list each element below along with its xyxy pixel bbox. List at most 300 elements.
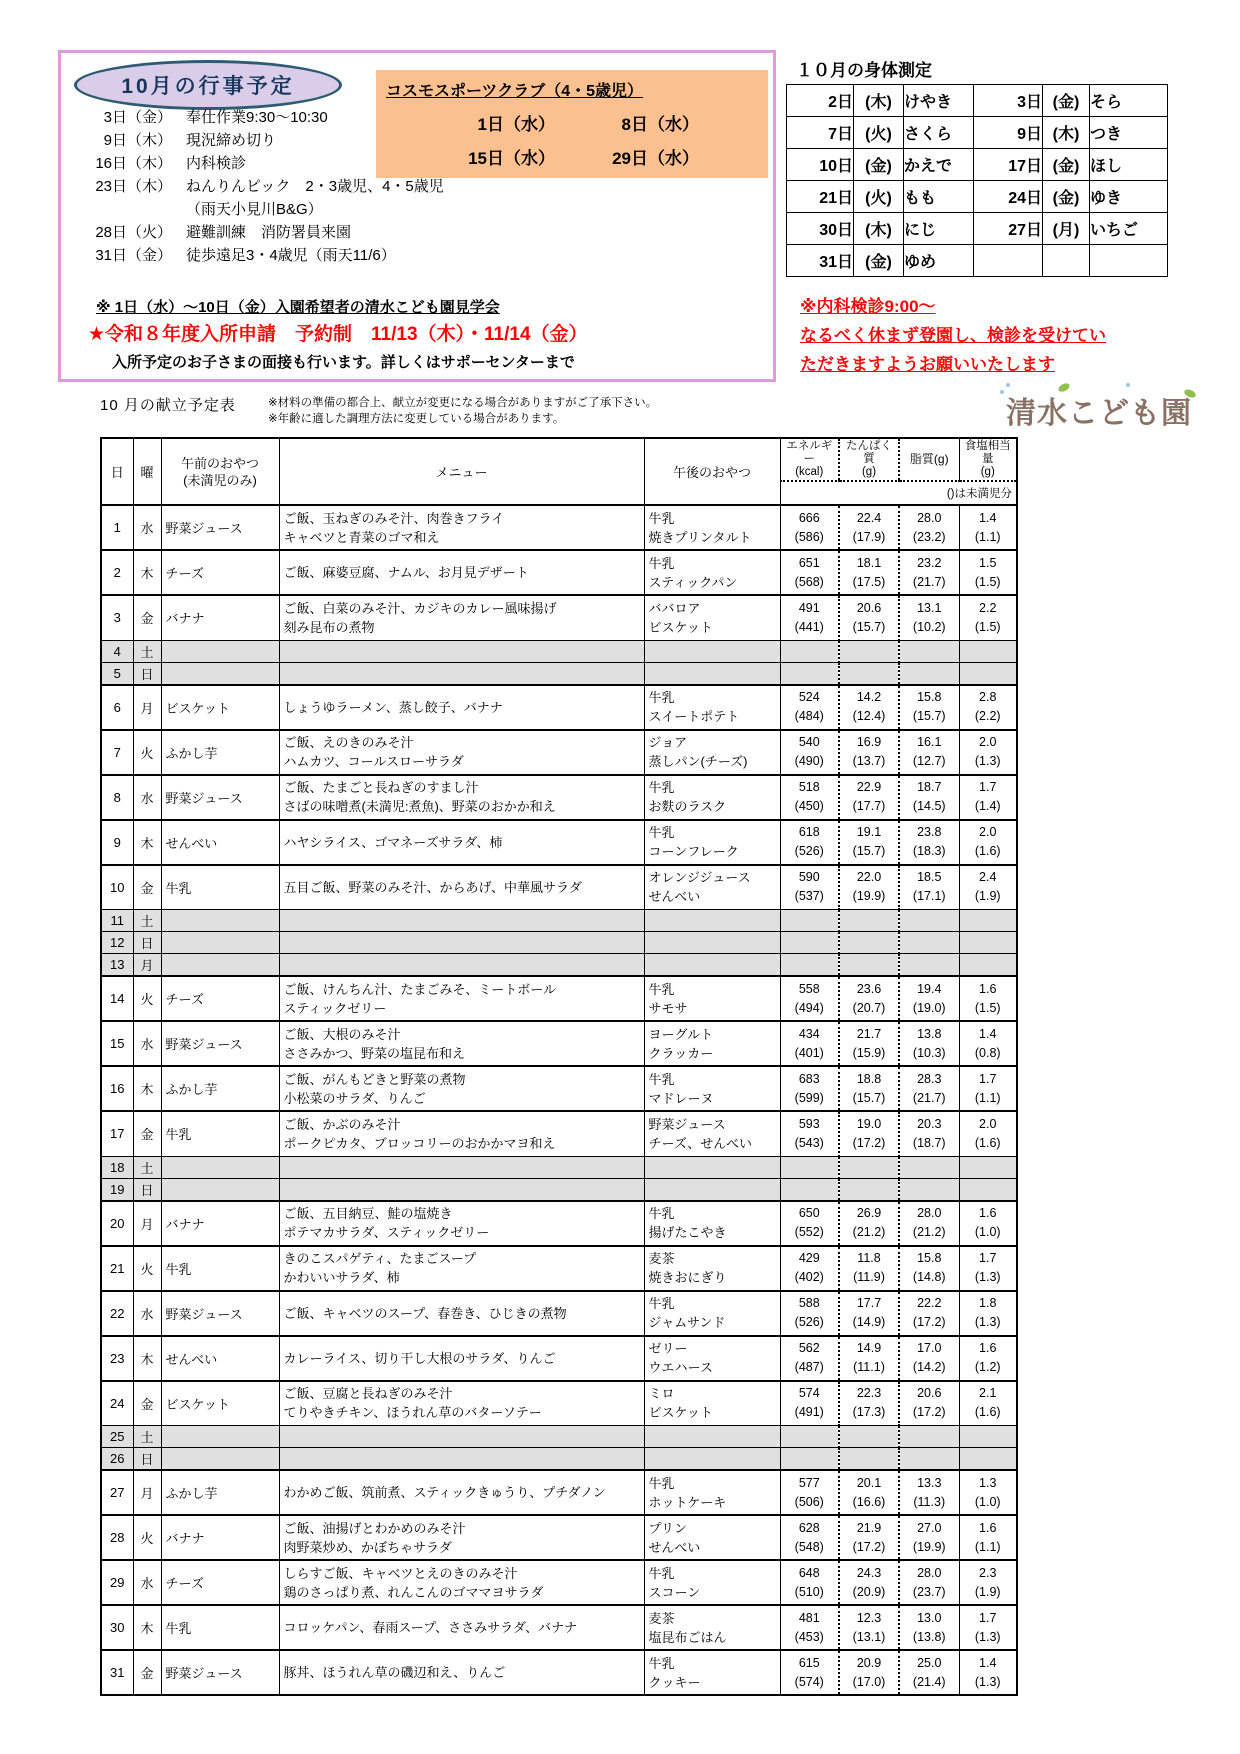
menu-row	[101, 976, 1017, 1021]
am-snack-cell: ふかし芋	[161, 1470, 279, 1515]
menu-row	[101, 1515, 1017, 1560]
pm-snack-cell: オレンジジュース せんべい	[644, 865, 780, 910]
weekday-cell: 木	[133, 1605, 161, 1650]
menu-cell: しょうゆラーメン、蒸し餃子、バナナ	[279, 685, 644, 730]
day-cell: 14	[101, 976, 133, 1021]
menu-row	[101, 1178, 1017, 1201]
salt-cell	[959, 640, 1017, 662]
protein-cell: 21.7 (15.9)	[839, 1021, 899, 1066]
day-cell: 13	[101, 954, 133, 977]
events-title: 10月の行事予定	[121, 75, 295, 98]
day-cell: 22	[101, 1291, 133, 1336]
measure-weekday-cell: (木)	[854, 213, 904, 245]
weekday-cell: 木	[133, 550, 161, 595]
menu-cell	[279, 662, 644, 685]
weekday-cell: 水	[133, 1291, 161, 1336]
measure-weekday-cell: (金)	[1043, 85, 1090, 117]
am-snack-cell: バナナ	[161, 595, 279, 640]
weekday-cell: 月	[133, 685, 161, 730]
pm-snack-cell: ジョア 蒸しパン(チーズ)	[644, 730, 780, 775]
protein-cell: 11.8 (11.9)	[839, 1246, 899, 1291]
pm-snack-cell: 牛乳 焼きプリンタルト	[644, 505, 780, 550]
protein-cell: 21.9 (17.2)	[839, 1515, 899, 1560]
protein-cell: 26.9 (21.2)	[839, 1201, 899, 1246]
pm-snack-cell: 牛乳 ホットケーキ	[644, 1470, 780, 1515]
am-snack-cell: 牛乳	[161, 865, 279, 910]
salt-cell: 1.7 (1.4)	[959, 775, 1017, 820]
energy-cell: 429 (402)	[780, 1246, 839, 1291]
empty-cell	[1090, 245, 1168, 277]
menu-row	[101, 932, 1017, 954]
measure-class-cell: ほし	[1090, 149, 1168, 181]
salt-cell: 2.0 (1.3)	[959, 730, 1017, 775]
menu-title: 10 月の献立予定表	[100, 397, 236, 414]
salt-cell	[959, 910, 1017, 932]
weekday-cell: 月	[133, 1470, 161, 1515]
fat-cell: 15.8 (15.7)	[899, 685, 959, 730]
menu-cell: 五目ご飯、野菜のみそ汁、からあげ、中華風サラダ	[279, 865, 644, 910]
salt-cell: 1.7 (1.3)	[959, 1246, 1017, 1291]
measure-class-cell: けやき	[904, 85, 974, 117]
energy-cell: 577 (506)	[780, 1470, 839, 1515]
menu-cell	[279, 954, 644, 977]
sports-club-box	[376, 70, 768, 178]
pm-snack-cell: 牛乳 マドレーヌ	[644, 1066, 780, 1111]
protein-cell: 16.9 (13.7)	[839, 730, 899, 775]
measurement-row	[787, 213, 1168, 245]
pm-snack-cell: 牛乳 ジャムサンド	[644, 1291, 780, 1336]
event-item	[80, 175, 444, 198]
weekday-cell: 日	[133, 1178, 161, 1201]
sports-club-dates	[376, 110, 768, 169]
fat-cell: 18.7 (14.5)	[899, 775, 959, 820]
menu-cell: コロッケパン、春雨スープ、ささみサラダ、バナナ	[279, 1605, 644, 1650]
weekday-cell: 火	[133, 730, 161, 775]
fat-cell: 13.3 (11.3)	[899, 1470, 959, 1515]
logo-dot-icon	[1126, 383, 1130, 387]
fat-cell: 18.5 (17.1)	[899, 865, 959, 910]
protein-cell	[839, 910, 899, 932]
protein-cell: 14.2 (12.4)	[839, 685, 899, 730]
am-snack-cell: 野菜ジュース	[161, 505, 279, 550]
protein-cell	[839, 662, 899, 685]
day-cell: 20	[101, 1201, 133, 1246]
pm-snack-cell: 麦茶 塩昆布ごはん	[644, 1605, 780, 1650]
fat-cell	[899, 1426, 959, 1448]
day-cell: 10	[101, 865, 133, 910]
energy-cell	[780, 954, 839, 977]
event-description: 内科検診	[186, 155, 247, 172]
day-cell: 5	[101, 662, 133, 685]
event-description: （雨天小見川B&G）	[186, 201, 323, 218]
menu-cell: ご飯、麻婆豆腐、ナムル、お月見デザート	[279, 550, 644, 595]
weekday-cell: 木	[133, 820, 161, 865]
measure-weekday-cell: (金)	[1043, 181, 1090, 213]
measurement-row	[787, 117, 1168, 149]
menu-cell: ご飯、かぶのみそ汁 ポークピカタ、ブロッコリーのおかかマヨ和え	[279, 1111, 644, 1156]
weekday-cell: 金	[133, 595, 161, 640]
fat-cell: 15.8 (14.8)	[899, 1246, 959, 1291]
day-cell: 15	[101, 1021, 133, 1066]
am-snack-cell: バナナ	[161, 1515, 279, 1560]
day-cell: 11	[101, 910, 133, 932]
menu-cell: 豚丼、ほうれん草の磯辺和え、りんご	[279, 1650, 644, 1695]
menu-cell: しらすご飯、キャベツとえのきのみそ汁 鶏のさっぱり煮、れんこんのゴママヨサラダ	[279, 1560, 644, 1605]
sports-club-date-row	[376, 144, 768, 169]
am-snack-cell	[161, 1156, 279, 1178]
energy-cell: 588 (526)	[780, 1291, 839, 1336]
empty-cell	[974, 245, 1043, 277]
protein-cell: 24.3 (20.9)	[839, 1560, 899, 1605]
fat-cell	[899, 1156, 959, 1178]
pm-snack-cell: 牛乳 スコーン	[644, 1560, 780, 1605]
fat-cell: 13.1 (10.2)	[899, 595, 959, 640]
day-cell: 8	[101, 775, 133, 820]
protein-cell: 22.9 (17.7)	[839, 775, 899, 820]
weekday-cell: 土	[133, 910, 161, 932]
pm-snack-cell: ババロア ビスケット	[644, 595, 780, 640]
salt-cell: 1.4 (0.8)	[959, 1021, 1017, 1066]
am-snack-cell: ふかし芋	[161, 1066, 279, 1111]
event-item	[80, 198, 420, 221]
menu-row	[101, 505, 1017, 550]
logo-leaf-icon	[1057, 382, 1071, 394]
energy-cell	[780, 640, 839, 662]
energy-cell: 651 (568)	[780, 550, 839, 595]
sports-club-date: 15日（水）	[468, 149, 555, 168]
col-header-am-snack: 午前のおやつ (未満児のみ)	[161, 438, 279, 505]
measurement-table	[786, 84, 1168, 277]
day-cell: 23	[101, 1336, 133, 1381]
menu-cell: きのこスパゲティ、たまごスープ かわいいサラダ、柿	[279, 1246, 644, 1291]
pm-snack-cell: 牛乳 サモサ	[644, 976, 780, 1021]
pm-snack-cell: 牛乳 スイートポテト	[644, 685, 780, 730]
measurement-row	[787, 149, 1168, 181]
salt-cell: 2.0 (1.6)	[959, 820, 1017, 865]
menu-row	[101, 1111, 1017, 1156]
day-cell: 2	[101, 550, 133, 595]
fat-cell: 13.0 (13.8)	[899, 1605, 959, 1650]
am-snack-cell	[161, 1426, 279, 1448]
measure-weekday-cell: (火)	[854, 181, 904, 213]
measure-date-cell: 2日	[787, 85, 854, 117]
protein-cell	[839, 932, 899, 954]
fat-cell	[899, 954, 959, 977]
day-cell: 1	[101, 505, 133, 550]
salt-cell: 1.7 (1.3)	[959, 1605, 1017, 1650]
checkup-note-line: ただきますようお願いいたします	[800, 355, 1055, 374]
salt-cell	[959, 932, 1017, 954]
event-item	[80, 106, 420, 129]
energy-cell: 481 (453)	[780, 1605, 839, 1650]
logo-text: 清水こども園	[1006, 397, 1192, 430]
protein-cell: 22.0 (19.9)	[839, 865, 899, 910]
protein-cell: 17.7 (14.9)	[839, 1291, 899, 1336]
energy-cell: 434 (401)	[780, 1021, 839, 1066]
energy-cell: 558 (494)	[780, 976, 839, 1021]
day-cell: 9	[101, 820, 133, 865]
menu-row	[101, 1605, 1017, 1650]
energy-cell	[780, 910, 839, 932]
am-snack-cell: せんべい	[161, 820, 279, 865]
menu-cell: カレーライス、切り干し大根のサラダ、りんご	[279, 1336, 644, 1381]
measure-weekday-cell: (金)	[854, 149, 904, 181]
protein-cell: 14.9 (11.1)	[839, 1336, 899, 1381]
measure-weekday-cell: (火)	[854, 117, 904, 149]
menu-row	[101, 1448, 1017, 1471]
am-snack-cell: ビスケット	[161, 685, 279, 730]
col-header-weekday: 曜	[133, 438, 161, 505]
fat-cell: 20.3 (18.7)	[899, 1111, 959, 1156]
fat-cell: 23.8 (18.3)	[899, 820, 959, 865]
menu-row	[101, 820, 1017, 865]
measure-weekday-cell: (月)	[1043, 213, 1090, 245]
disclaimer-line: ※材料の準備の都合上、献立が変更になる場合がありますがご了承下さい。	[268, 397, 658, 409]
day-cell: 3	[101, 595, 133, 640]
menu-row	[101, 1246, 1017, 1291]
protein-cell: 18.1 (17.5)	[839, 550, 899, 595]
menu-row	[101, 954, 1017, 977]
logo-dot-icon	[1000, 390, 1004, 394]
energy-cell: 593 (543)	[780, 1111, 839, 1156]
day-cell: 7	[101, 730, 133, 775]
pm-snack-cell: 牛乳 お麩のラスク	[644, 775, 780, 820]
pm-snack-cell: 牛乳 揚げたこやき	[644, 1201, 780, 1246]
fat-cell	[899, 932, 959, 954]
protein-cell: 20.6 (15.7)	[839, 595, 899, 640]
measure-date-cell: 24日	[974, 181, 1043, 213]
measure-class-cell: にじ	[904, 213, 974, 245]
day-cell: 16	[101, 1066, 133, 1111]
day-cell: 6	[101, 685, 133, 730]
col-header-pm-snack: 午後のおやつ	[644, 438, 780, 505]
pm-snack-cell	[644, 932, 780, 954]
menu-row	[101, 1201, 1017, 1246]
weekday-cell: 日	[133, 932, 161, 954]
event-date: 31日（金）	[95, 247, 172, 264]
measure-weekday-cell: (木)	[854, 85, 904, 117]
menu-cell: ご飯、豆腐と長ねぎのみそ汁 てりやきチキン、ほうれん草のバターソテー	[279, 1381, 644, 1426]
event-date: 9日（木）	[103, 132, 172, 149]
pm-snack-cell: 野菜ジュース チーズ、せんべい	[644, 1111, 780, 1156]
energy-cell: 518 (450)	[780, 775, 839, 820]
salt-cell: 2.3 (1.9)	[959, 1560, 1017, 1605]
menu-cell: ご飯、けんちん汁、たまごみそ、ミートボール スティックゼリー	[279, 976, 644, 1021]
measure-class-cell: もも	[904, 181, 974, 213]
protein-cell	[839, 1156, 899, 1178]
pm-snack-cell	[644, 954, 780, 977]
menu-cell: わかめご飯、筑前煮、スティックきゅうり、プチダノン	[279, 1470, 644, 1515]
checkup-note-line: ※内科検診9:00～	[800, 297, 936, 316]
pm-snack-cell: 牛乳 スティックパン	[644, 550, 780, 595]
menu-row	[101, 662, 1017, 685]
measure-class-cell: つき	[1090, 117, 1168, 149]
salt-cell: 1.6 (1.0)	[959, 1201, 1017, 1246]
menu-row	[101, 1021, 1017, 1066]
protein-cell	[839, 640, 899, 662]
event-item	[80, 244, 420, 267]
weekday-cell: 火	[133, 1515, 161, 1560]
menu-row	[101, 1560, 1017, 1605]
menu-row	[101, 1650, 1017, 1695]
fat-cell: 27.0 (19.9)	[899, 1515, 959, 1560]
menu-cell	[279, 1426, 644, 1448]
measurement-row	[787, 85, 1168, 117]
pm-snack-cell	[644, 640, 780, 662]
day-cell: 31	[101, 1650, 133, 1695]
measure-class-cell: いちご	[1090, 213, 1168, 245]
energy-cell: 648 (510)	[780, 1560, 839, 1605]
col-header-protein: たんぱく質 (g)	[839, 438, 899, 481]
am-snack-cell: 野菜ジュース	[161, 1291, 279, 1336]
application-note: ★令和８年度入所申請 予約制 11/13（木）・11/14（金）	[88, 324, 588, 345]
fat-cell: 17.0 (14.2)	[899, 1336, 959, 1381]
event-description: ねんりんピック 2・3歳児、4・5歳児	[186, 178, 444, 195]
menu-row	[101, 910, 1017, 932]
am-snack-cell	[161, 910, 279, 932]
salt-cell	[959, 1178, 1017, 1201]
menu-row	[101, 550, 1017, 595]
fat-cell: 20.6 (17.2)	[899, 1381, 959, 1426]
measure-date-cell: 9日	[974, 117, 1043, 149]
sports-club-title: コスモスポーツクラブ（4・5歳児）	[386, 83, 643, 100]
col-header-day: 日	[101, 438, 133, 505]
salt-cell: 1.8 (1.3)	[959, 1291, 1017, 1336]
am-snack-cell: 牛乳	[161, 1246, 279, 1291]
weekday-cell: 土	[133, 1426, 161, 1448]
menu-row	[101, 1156, 1017, 1178]
am-snack-cell: ふかし芋	[161, 730, 279, 775]
menu-cell: ご飯、油揚げとわかめのみそ汁 肉野菜炒め、かぼちゃサラダ	[279, 1515, 644, 1560]
day-cell: 17	[101, 1111, 133, 1156]
day-cell: 28	[101, 1515, 133, 1560]
pm-snack-cell	[644, 662, 780, 685]
empty-cell	[1043, 245, 1090, 277]
weekday-cell: 金	[133, 1650, 161, 1695]
sports-club-date-row	[376, 110, 768, 135]
fat-cell: 13.8 (10.3)	[899, 1021, 959, 1066]
measure-date-cell: 17日	[974, 149, 1043, 181]
menu-cell: ご飯、がんもどきと野菜の煮物 小松菜のサラダ、りんご	[279, 1066, 644, 1111]
energy-cell: 650 (552)	[780, 1201, 839, 1246]
event-date: 3日（金）	[103, 109, 172, 126]
energy-cell	[780, 1156, 839, 1178]
energy-cell: 590 (537)	[780, 865, 839, 910]
am-snack-cell: 野菜ジュース	[161, 775, 279, 820]
am-snack-cell	[161, 932, 279, 954]
protein-cell: 18.8 (15.7)	[839, 1066, 899, 1111]
measure-date-cell: 3日	[974, 85, 1043, 117]
kindergarten-logo	[1006, 388, 1192, 432]
protein-cell	[839, 1426, 899, 1448]
events-list	[80, 106, 444, 267]
menu-cell: ご飯、たまごと長ねぎのすまし汁 さばの味噌煮(未満児:煮魚)、野菜のおかか和え	[279, 775, 644, 820]
energy-cell: 574 (491)	[780, 1381, 839, 1426]
weekday-cell: 土	[133, 1156, 161, 1178]
menu-table	[100, 437, 1018, 1696]
energy-cell: 491 (441)	[780, 595, 839, 640]
fat-cell: 19.4 (19.0)	[899, 976, 959, 1021]
day-cell: 29	[101, 1560, 133, 1605]
energy-cell: 540 (490)	[780, 730, 839, 775]
day-cell: 21	[101, 1246, 133, 1291]
measure-weekday-cell: (金)	[1043, 149, 1090, 181]
energy-cell: 615 (574)	[780, 1650, 839, 1695]
menu-row	[101, 1066, 1017, 1111]
am-snack-cell: チーズ	[161, 976, 279, 1021]
event-date: 16日（木）	[95, 155, 172, 172]
day-cell: 19	[101, 1178, 133, 1201]
weekday-cell: 月	[133, 954, 161, 977]
measure-weekday-cell: (金)	[854, 245, 904, 277]
weekday-cell: 日	[133, 662, 161, 685]
pm-snack-cell	[644, 910, 780, 932]
fat-cell	[899, 640, 959, 662]
event-description: 避難訓練 消防署員来園	[186, 224, 352, 241]
event-item	[80, 129, 420, 152]
fat-cell: 28.0 (21.2)	[899, 1201, 959, 1246]
interview-note: 入所予定のお子さまの面接も行います。詳しくはサポーセンターまで	[112, 354, 575, 371]
weekday-cell: 月	[133, 1201, 161, 1246]
salt-cell: 1.4 (1.1)	[959, 505, 1017, 550]
am-snack-cell: 牛乳	[161, 1111, 279, 1156]
salt-cell: 2.1 (1.6)	[959, 1381, 1017, 1426]
salt-cell: 1.4 (1.3)	[959, 1650, 1017, 1695]
day-cell: 24	[101, 1381, 133, 1426]
measure-date-cell: 21日	[787, 181, 854, 213]
energy-cell: 524 (484)	[780, 685, 839, 730]
am-snack-cell: チーズ	[161, 1560, 279, 1605]
measure-class-cell: ゆき	[1090, 181, 1168, 213]
fat-cell: 25.0 (21.4)	[899, 1650, 959, 1695]
protein-cell	[839, 1178, 899, 1201]
menu-disclaimers	[268, 395, 657, 427]
menu-cell: ご飯、玉ねぎのみそ汁、肉巻きフライ キャベツと青菜のゴマ和え	[279, 505, 644, 550]
salt-cell: 2.2 (1.5)	[959, 595, 1017, 640]
salt-cell: 2.8 (2.2)	[959, 685, 1017, 730]
sports-club-date: 29日（水）	[612, 149, 699, 168]
menu-cell	[279, 640, 644, 662]
weekday-cell: 水	[133, 505, 161, 550]
menu-row	[101, 1336, 1017, 1381]
am-snack-cell	[161, 1178, 279, 1201]
measure-class-cell: ゆめ	[904, 245, 974, 277]
fat-cell	[899, 1178, 959, 1201]
pm-snack-cell: 牛乳 クッキー	[644, 1650, 780, 1695]
menu-cell: ご飯、キャベツのスープ、春巻き、ひじきの煮物	[279, 1291, 644, 1336]
measure-date-cell: 31日	[787, 245, 854, 277]
weekday-cell: 火	[133, 976, 161, 1021]
energy-cell	[780, 662, 839, 685]
disclaimer-line: ※年齢に適した調理方法に変更している場合があります。	[268, 413, 565, 425]
measure-date-cell: 30日	[787, 213, 854, 245]
salt-cell	[959, 1448, 1017, 1471]
menu-cell: ハヤシライス、ゴマネーズサラダ、柿	[279, 820, 644, 865]
menu-row	[101, 595, 1017, 640]
menu-cell: ご飯、白菜のみそ汁、カジキのカレー風味揚げ 刻み昆布の煮物	[279, 595, 644, 640]
day-cell: 25	[101, 1426, 133, 1448]
am-snack-cell	[161, 1448, 279, 1471]
salt-cell	[959, 954, 1017, 977]
protein-cell: 19.1 (15.7)	[839, 820, 899, 865]
pm-snack-cell	[644, 1448, 780, 1471]
event-date: 28日（火）	[95, 224, 172, 241]
measure-date-cell: 7日	[787, 117, 854, 149]
weekday-cell: 金	[133, 1111, 161, 1156]
tour-note: ※ 1日（水）～10日（金）入園希望者の清水こども園見学会	[96, 299, 500, 316]
am-snack-cell: チーズ	[161, 550, 279, 595]
menu-cell	[279, 910, 644, 932]
